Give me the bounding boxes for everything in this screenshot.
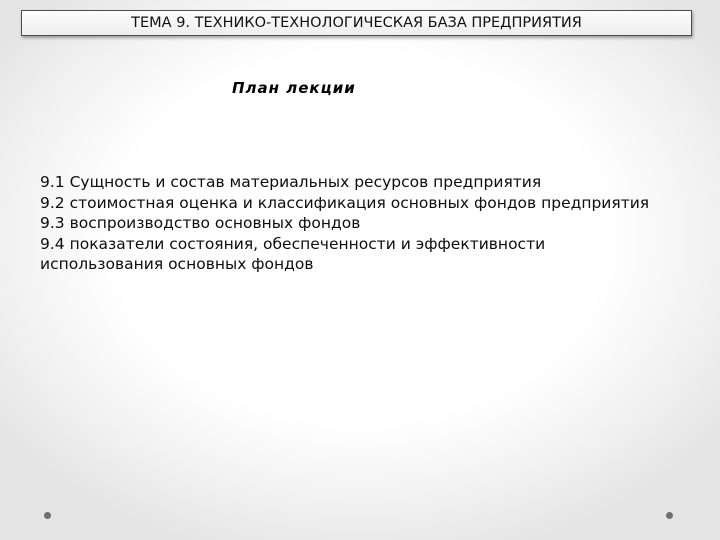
slide-title: ТЕМА 9. ТЕХНИКО-ТЕХНОЛОГИЧЕСКАЯ БАЗА ПРЕДПРИЯТИЯ: [131, 15, 582, 31]
plan-item-9-2: 9.2 стоимостная оценка и классификация основных фондов предприятия: [40, 193, 650, 212]
lecture-plan-list: [40, 172, 670, 275]
lecture-plan-heading: План лекции: [232, 79, 356, 97]
decorative-dot-right: [666, 512, 673, 519]
slide-title-bar: [21, 10, 692, 36]
plan-item-9-1: 9.1 Сущность и состав материальных ресурсов предприятия: [40, 173, 542, 191]
plan-item-9-4: 9.4 показатели состояния, обеспеченности и эффективности использования основных фондов: [40, 234, 546, 273]
plan-item-9-3: 9.3 воспроизводство основных фондов: [40, 214, 361, 232]
decorative-dot-left: [44, 512, 51, 519]
